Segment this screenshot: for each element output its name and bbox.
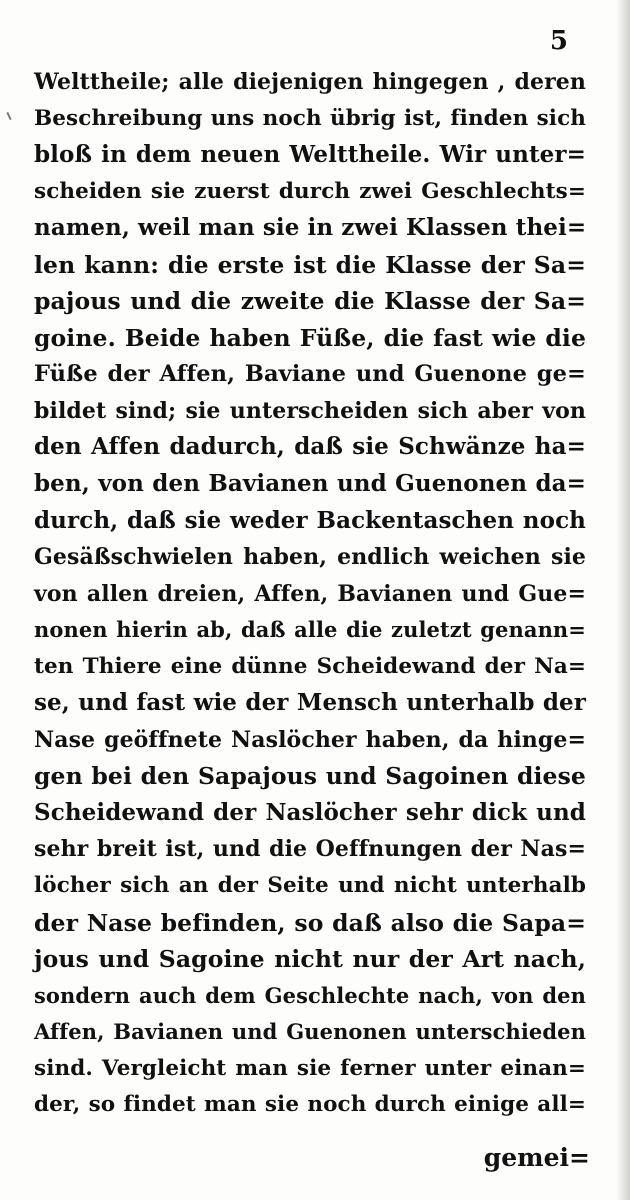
text-line: Scheidewand der Naslöcher sehr dick und xyxy=(34,798,586,826)
text-line: der Nase befinden, so daß also die Sapa= xyxy=(34,908,586,937)
text-line: len kann: die erste ist die Klasse der Sa= xyxy=(34,250,586,279)
text-line: der, so findet man sie noch durch einige all= xyxy=(34,1092,586,1118)
text-line: löcher sich an der Seite und nicht unterhalb xyxy=(34,873,586,899)
text-line: Füße der Affen, Baviane und Guenone ge= xyxy=(34,361,586,388)
text-line: bildet sind; sie unterscheiden sich aber von xyxy=(34,397,586,424)
text-line: jous und Sagoine nicht nur der Art nach, xyxy=(34,945,586,974)
ink-speck xyxy=(6,112,11,120)
text-line: nonen hierin ab, daß alle die zuletzt genann= xyxy=(34,617,586,643)
page-number: 5 xyxy=(549,26,568,56)
text-line: Nase geöffnete Naslöcher haben, da hinge= xyxy=(34,726,586,753)
body-text xyxy=(34,64,586,1124)
text-line: von allen dreien, Affen, Bavianen und Gue= xyxy=(34,580,586,607)
text-line: sondern auch dem Geschlechte nach, von den xyxy=(34,982,586,1008)
text-line: Beschreibung uns noch übrig ist, finden sich xyxy=(34,105,586,131)
text-line: Welttheile; alle diejenigen hingegen , deren xyxy=(34,69,586,95)
text-line: pajous und die zweite die Klasse der Sa= xyxy=(34,287,586,316)
text-line: ben, von den Bavianen und Guenonen da= xyxy=(34,470,586,498)
text-line: scheiden sie zuerst durch zwei Geschlechts= xyxy=(34,178,586,204)
text-line: Gesäßschwielen haben, endlich weichen sie xyxy=(34,544,586,571)
text-line: den Affen dadurch, daß sie Schwänze ha= xyxy=(34,433,586,461)
text-line: goine. Beide haben Füße, die fast wie die xyxy=(34,323,586,352)
text-line: se, und fast wie der Mensch unterhalb der xyxy=(34,689,586,717)
text-line: durch, daß sie weder Backentaschen noch xyxy=(34,506,586,534)
page-edge-shadow xyxy=(616,0,630,1200)
text-line: sind. Vergleicht man sie ferner unter einan= xyxy=(34,1055,586,1081)
text-line: Affen, Bavianen und Guenonen unterschieden xyxy=(34,1019,586,1045)
text-line: bloß in dem neuen Welttheile. Wir unter= xyxy=(34,141,586,169)
text-line: ten Thiere eine dünne Scheidewand der Na= xyxy=(34,653,586,679)
text-line: sehr breit ist, und die Oeffnungen der Nas= xyxy=(34,836,586,863)
catchword: gemei= xyxy=(483,1143,590,1172)
text-line: namen, weil man sie in zwei Klassen thei= xyxy=(34,214,587,242)
text-line: gen bei den Sapajous und Sagoinen diese xyxy=(34,762,586,791)
